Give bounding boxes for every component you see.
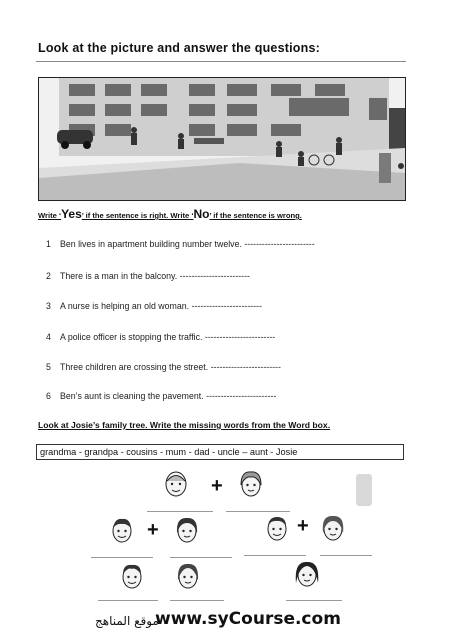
instruction-mid: ’ if the sentence is right. Write ‘ [81, 211, 194, 220]
no-word: No [193, 207, 210, 221]
answer-line-mum[interactable] [170, 557, 232, 558]
question-number: 6 [46, 391, 51, 401]
family-tree-instruction: Look at Josie’s family tree. Write the missing words from the Word box. [38, 420, 331, 430]
question-3 [46, 301, 262, 311]
question-5 [46, 362, 281, 372]
question-4 [46, 332, 275, 342]
josie-face-icon [295, 561, 319, 587]
answer-blank[interactable]: ------------------------ [179, 271, 250, 281]
question-text: A police officer is stopping the traffic. [60, 332, 203, 342]
answer-blank[interactable]: ------------------------ [206, 391, 277, 401]
answer-line-cousin-boy[interactable] [98, 600, 158, 601]
question-number: 2 [46, 271, 51, 281]
instruction-prefix: Write ‘ [38, 211, 62, 220]
yes-word: Yes [61, 207, 82, 221]
answer-line-aunt[interactable] [320, 555, 372, 556]
instruction-suffix: ’ if the sentence is wrong. [209, 211, 302, 220]
yes-no-instruction [38, 207, 302, 221]
question-number: 4 [46, 332, 51, 342]
question-text: Three children are crossing the street. [60, 362, 209, 372]
answer-blank[interactable]: ------------------------ [210, 362, 281, 372]
dad-face-icon [110, 517, 134, 543]
question-number: 1 [46, 239, 51, 249]
uncle-face-icon [265, 515, 289, 541]
question-text: Ben’s aunt is cleaning the pavement. [60, 391, 204, 401]
footer-url[interactable]: www.syCourse.com [155, 609, 341, 629]
question-2 [46, 271, 250, 281]
aunt-face-icon [321, 515, 345, 541]
answer-line-grandpa[interactable] [147, 511, 213, 512]
question-number: 3 [46, 301, 51, 311]
cousin-girl-face-icon [176, 563, 200, 589]
cousin-boy-face-icon [120, 563, 144, 589]
scroll-tab [356, 474, 372, 506]
answer-line-cousin-girl[interactable] [170, 600, 224, 601]
question-text: Ben lives in apartment building number twelve. [60, 239, 242, 249]
question-text: A nurse is helping an old woman. [60, 301, 190, 311]
footer-arabic-site-name: موقع المناهج [95, 614, 159, 628]
answer-blank[interactable]: ------------------------ [204, 332, 276, 342]
mum-face-icon [175, 517, 199, 543]
answer-line-uncle[interactable] [244, 555, 306, 556]
plus-sign: + [297, 515, 309, 537]
question-6 [46, 391, 276, 401]
answer-line-josie[interactable] [286, 600, 342, 601]
grandma-face-icon [239, 471, 263, 497]
question-1 [46, 239, 315, 249]
answer-blank[interactable]: ------------------------ [191, 301, 262, 311]
question-number: 5 [46, 362, 51, 372]
answer-line-dad[interactable] [91, 557, 153, 558]
grandpa-face-icon [164, 471, 188, 497]
answer-blank[interactable]: ------------------------ [244, 239, 315, 249]
plus-sign: + [147, 519, 159, 541]
section-title: Look at the picture and answer the questions: [38, 41, 320, 55]
title-rule [36, 61, 406, 62]
answer-line-grandma[interactable] [226, 511, 290, 512]
word-box: grandma - grandpa - cousins - mum - dad - uncle – aunt - Josie [36, 444, 404, 460]
plus-sign: + [211, 475, 223, 497]
street-scene-picture [38, 77, 406, 201]
question-text: There is a man in the balcony. [60, 271, 178, 281]
